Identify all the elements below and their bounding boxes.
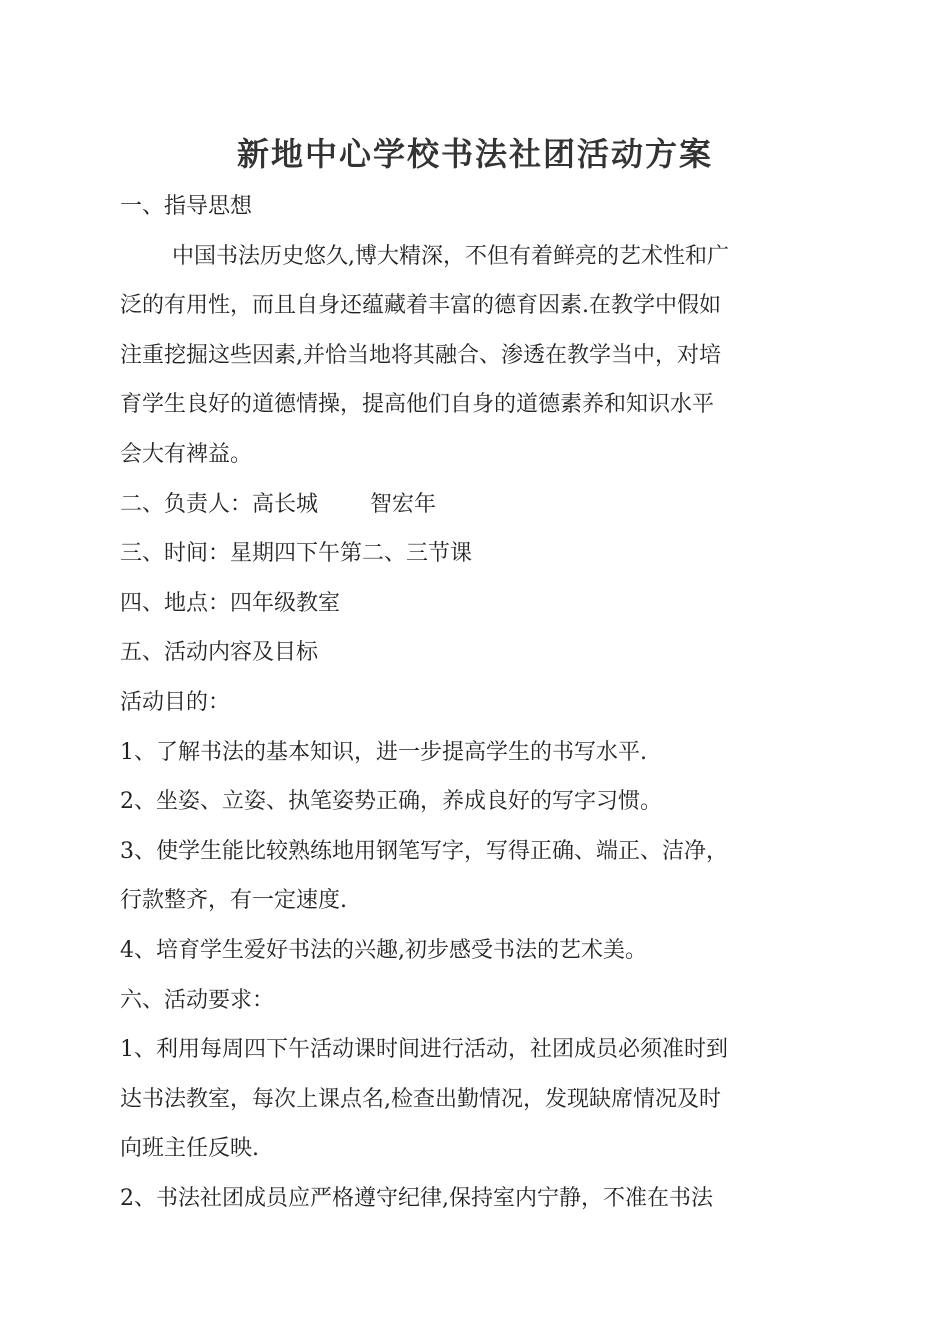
list-item: 3、使学生能比较熟练地用钢笔写字，写得正确、端正、洁净， (120, 838, 728, 864)
list-item: 1、利用每周四下午活动课时间进行活动，社团成员必须准时到 (120, 1037, 728, 1063)
section-heading-content: 五、活动内容及目标 (120, 640, 319, 666)
list-item: 4、培育学生爱好书法的兴趣,初步感受书法的艺术美。 (120, 937, 647, 963)
section-heading-guiding-thought: 一、指导思想 (120, 194, 253, 219)
paragraph-line: 中国书法历史悠久,博大精深，不但有着鲜亮的艺术性和广 (172, 243, 729, 269)
responsible-label: 二、负责人：高长城 (120, 491, 319, 517)
list-item: 2、书法社团成员应严格遵守纪律,保持室内宁静，不准在书法 (120, 1185, 713, 1211)
list-item: 2、坐姿、立姿、执笔姿势正确，养成良好的写字习惯。 (120, 789, 662, 815)
paragraph-line: 会大有裨益。 (120, 441, 253, 467)
paragraph-line: 注重挖掘这些因素,并恰当地将其融合、渗透在教学当中，对培 (120, 342, 721, 368)
document-title: 新地中心学校书法社团活动方案 (236, 135, 713, 173)
section-heading-requirements: 六、活动要求： (120, 987, 275, 1013)
section-heading-location: 四、地点：四年级教室 (120, 590, 341, 616)
paragraph-line: 育学生良好的道德情操，提高他们自身的道德素养和知识水平 (120, 392, 715, 418)
list-item: 1、了解书法的基本知识，进一步提高学生的书写水平. (120, 739, 647, 765)
list-item-continuation: 行款整齐，有一定速度. (120, 888, 347, 914)
section-heading-responsible (120, 480, 832, 530)
subheading-purpose: 活动目的： (120, 689, 231, 715)
document-body (120, 182, 832, 1223)
section-heading-time: 三、时间：星期四下午第二、三节课 (120, 541, 473, 567)
responsible-second-name: 智宏年 (370, 491, 437, 517)
paragraph-line: 泛的有用性，而且自身还蕴藏着丰富的德育因素.在教学中假如 (120, 293, 721, 319)
list-item-continuation: 向班主任反映. (120, 1136, 259, 1162)
list-item-continuation: 达书法教室，每次上课点名,检查出勤情况，发现缺席情况及时 (120, 1086, 721, 1112)
